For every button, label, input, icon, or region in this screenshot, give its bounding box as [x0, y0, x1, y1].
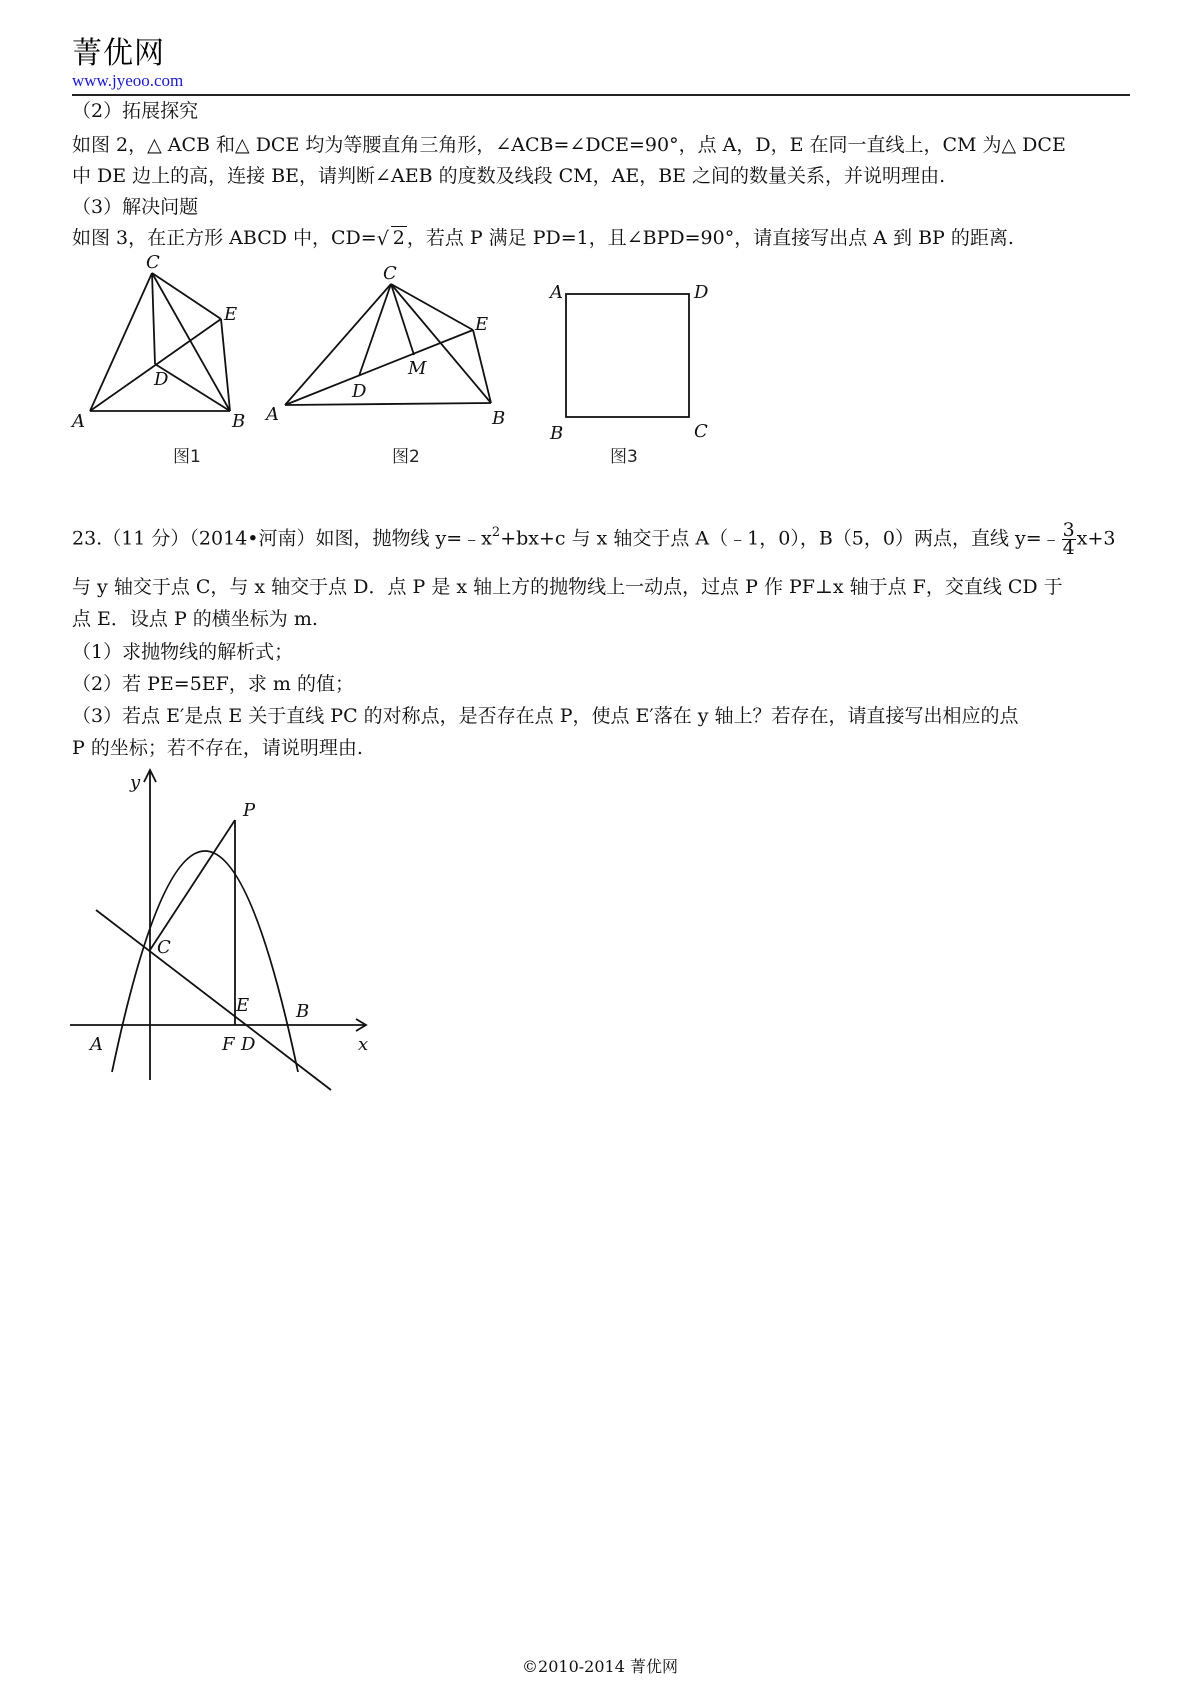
part3-title: （3）解决问题: [72, 196, 199, 218]
exponent: 2: [491, 524, 501, 540]
fig3-label-b: B: [550, 423, 564, 444]
fig2-label-b: B: [492, 408, 506, 429]
part2-title: （2）拓展探究: [72, 100, 199, 122]
fig2-label-c: C: [383, 263, 397, 284]
question1: （1）求抛物线的解析式；: [72, 641, 294, 663]
problem23-stem-c: x+3: [1076, 527, 1116, 550]
fraction: [1062, 519, 1076, 559]
problem23-line3: 点 E．设点 P 的横坐标为 m.: [72, 608, 318, 630]
fig1-caption: 图1: [173, 447, 201, 467]
point-label-f: F: [222, 1034, 235, 1055]
fig3-label-c: C: [694, 421, 708, 442]
fig3-label-a: A: [550, 282, 563, 303]
fig2-label-d: D: [352, 381, 367, 402]
parabola-graph: [60, 760, 400, 1100]
header-divider: [72, 94, 1130, 96]
sqrt-expression: √ 2: [376, 227, 405, 250]
problem23-stem-a: 23.（11 分）（2014•河南）如图，抛物线 y=﹣x: [72, 527, 492, 550]
part3-pre: 如图 3，在正方形 ABCD 中，CD=: [72, 227, 377, 249]
site-url[interactable]: www.jyeoo.com: [72, 71, 184, 90]
fig1-label-d: D: [154, 369, 169, 390]
fig3-label-d: D: [694, 282, 709, 303]
question3-line2: P 的坐标；若不存在，请说明理由.: [72, 737, 363, 759]
fig1-label-e: E: [224, 304, 238, 325]
site-logo: 菁优网: [72, 36, 165, 71]
part3-line: [72, 226, 1014, 250]
fig1-label-c: C: [146, 252, 160, 273]
page-footer: ©2010-2014 菁优网: [522, 1657, 678, 1676]
axis-label-y: y: [130, 772, 141, 793]
question2: （2）若 PE=5EF，求 m 的值；: [72, 673, 354, 695]
problem23-line2: 与 y 轴交于点 C，与 x 轴交于点 D．点 P 是 x 轴上方的抛物线上一动点，过点 P 作 PF⊥x 轴于点 F，交直线 CD 于: [72, 576, 1063, 598]
page-header: [72, 36, 1130, 90]
figures-row: [0, 250, 760, 470]
point-label-a: A: [90, 1034, 103, 1055]
problem23-line1: [72, 519, 1116, 559]
sqrt-radicand: 2: [392, 227, 405, 249]
fig3-caption: 图3: [610, 447, 638, 467]
point-label-d: D: [241, 1034, 256, 1055]
fraction-numerator: 3: [1062, 519, 1075, 541]
fig2-label-a: A: [266, 404, 279, 425]
point-label-b: B: [296, 1001, 310, 1022]
axis-label-x: x: [358, 1034, 369, 1055]
fig1-label-b: B: [232, 411, 246, 432]
part3-post: ，若点 P 满足 PD=1，且∠BPD=90°，请直接写出点 A 到 BP 的距离.: [406, 227, 1014, 249]
fraction-denominator: 4: [1062, 537, 1075, 559]
fig2-caption: 图2: [392, 447, 420, 467]
fig2-label-m: M: [408, 358, 427, 379]
fig2-label-e: E: [475, 314, 489, 335]
point-label-c: C: [157, 937, 171, 958]
question3-line1: （3）若点 E′是点 E 关于直线 PC 的对称点，是否存在点 P，使点 E′落在 y 轴上？若存在，请直接写出相应的点: [72, 705, 1019, 727]
fig1-label-a: A: [72, 411, 85, 432]
part2-line2: 中 DE 边上的高，连接 BE，请判断∠AEB 的度数及线段 CM，AE，BE 之间的数量关系，并说明理由.: [72, 165, 946, 187]
point-label-p: P: [243, 800, 256, 821]
point-label-e: E: [236, 995, 250, 1016]
part2-line1: 如图 2，△ ACB 和△ DCE 均为等腰直角三角形，∠ACB=∠DCE=90°，点 A，D，E 在同一直线上，CM 为△ DCE: [72, 134, 1066, 156]
problem23-stem-b: +bx+c 与 x 轴交于点 A（﹣1，0），B（5，0）两点，直线 y=﹣: [500, 527, 1061, 550]
